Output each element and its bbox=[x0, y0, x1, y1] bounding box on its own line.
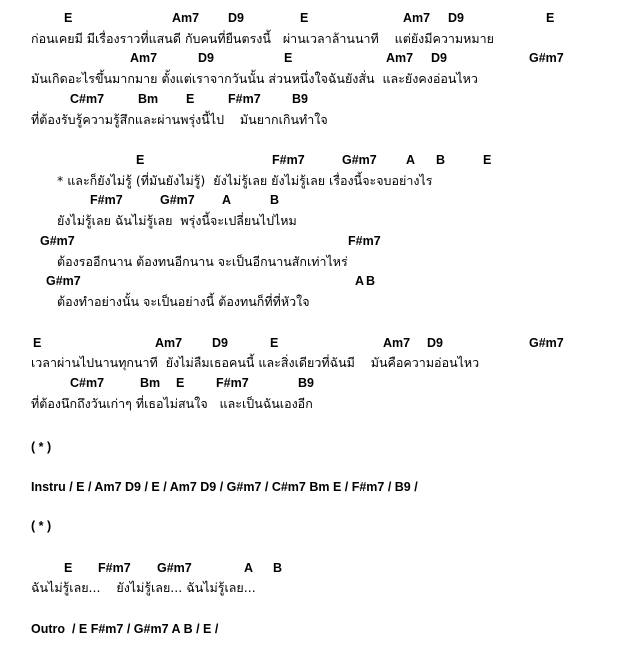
chord: Am7 bbox=[383, 336, 411, 350]
chord: Bm bbox=[140, 376, 161, 390]
chord: E bbox=[300, 11, 309, 25]
chorus-repeat-marker: ( * ) bbox=[31, 519, 52, 533]
chord: D9 bbox=[427, 336, 443, 350]
chord: B bbox=[273, 561, 283, 575]
chord: G#m7 bbox=[342, 153, 377, 167]
chord: F#m7 bbox=[216, 376, 249, 390]
chord: A bbox=[355, 274, 365, 288]
chord: Am7 bbox=[130, 51, 158, 65]
chord: B bbox=[366, 274, 376, 288]
lyric-line: ก่อนเคยมี มีเรื่องราวที่แสนดี กับคนที่ยืนตรงนี้ ผ่านเวลาล้านนาที แต่ยังมีความหมาย bbox=[31, 31, 494, 46]
chord-line bbox=[0, 377, 620, 391]
chord: D9 bbox=[431, 51, 447, 65]
chord: Bm bbox=[138, 92, 159, 106]
chord: E bbox=[64, 561, 73, 575]
chord-line bbox=[0, 275, 620, 289]
lyric-line: เวลาผ่านไปนานทุกนาที ยังไม่ลืมเธอคนนี้ และสิ่งเดียวที่ฉันมี มันคือความอ่อนไหว bbox=[31, 355, 480, 370]
chord: G#m7 bbox=[157, 561, 192, 575]
chord: E bbox=[483, 153, 492, 167]
chord-line bbox=[0, 93, 620, 107]
chord-line bbox=[0, 562, 620, 576]
chord-line bbox=[0, 337, 620, 351]
chord: C#m7 bbox=[70, 376, 105, 390]
chord: D9 bbox=[198, 51, 214, 65]
chord: B9 bbox=[292, 92, 308, 106]
chord: E bbox=[33, 336, 42, 350]
chord: E bbox=[64, 11, 73, 25]
chord: B bbox=[270, 193, 280, 207]
chord: E bbox=[284, 51, 293, 65]
outro-line: Outro / E F#m7 / G#m7 A B / E / bbox=[31, 622, 219, 636]
chorus-repeat-marker: ( * ) bbox=[31, 440, 52, 454]
lyric-line: ต้องทำอย่างนั้น จะเป็นอย่างนี้ ต้องทนก็ที่ที่หัวใจ bbox=[57, 294, 310, 309]
lyric-line: มันเกิดอะไรขึ้นมากมาย ตั้งแต่เราจากวันนั้น ส่วนหนึ่งใจฉันยังสั่น และยังคงอ่อนไหว bbox=[31, 71, 478, 86]
chord: Am7 bbox=[386, 51, 414, 65]
chord: D9 bbox=[212, 336, 228, 350]
chord: G#m7 bbox=[40, 234, 75, 248]
chord-line bbox=[0, 235, 620, 249]
chord: G#m7 bbox=[529, 336, 564, 350]
lyric-line: * และก็ยังไม่รู้ (ที่มันยังไม่รู้) ยังไม่รู้เลย ยังไม่รู้เลย เรื่องนี้จะจบอย่างไร bbox=[57, 173, 433, 188]
chord: B bbox=[436, 153, 446, 167]
chord: G#m7 bbox=[529, 51, 564, 65]
chord: G#m7 bbox=[46, 274, 81, 288]
chord: F#m7 bbox=[348, 234, 381, 248]
chord: F#m7 bbox=[272, 153, 305, 167]
chord-line bbox=[0, 12, 620, 26]
chord-line bbox=[0, 194, 620, 208]
lyric-line: ต้องรออีกนาน ต้องทนอีกนาน จะเป็นอีกนานสักเท่าไหร่ bbox=[57, 254, 348, 269]
chord: A bbox=[406, 153, 416, 167]
chord: F#m7 bbox=[90, 193, 123, 207]
chord: E bbox=[176, 376, 185, 390]
chord: F#m7 bbox=[228, 92, 261, 106]
instrumental-line: Instru / E / Am7 D9 / E / Am7 D9 / G#m7 / C#m7 Bm E / F#m7 / B9 / bbox=[31, 480, 418, 494]
chord: A bbox=[244, 561, 254, 575]
chord: G#m7 bbox=[160, 193, 195, 207]
lyric-line: ที่ต้องรับรู้ความรู้สึกและผ่านพรุ่งนี้ไป มันยากเกินทำใจ bbox=[31, 112, 328, 127]
chord: B9 bbox=[298, 376, 314, 390]
chord: C#m7 bbox=[70, 92, 105, 106]
chord-line bbox=[0, 154, 620, 168]
lyric-line: ที่ต้องนึกถึงวันเก่าๆ ที่เธอไม่สนใจ และเป็นฉันเองอีก bbox=[31, 396, 313, 411]
chord: E bbox=[186, 92, 195, 106]
chord: E bbox=[270, 336, 279, 350]
chord: A bbox=[222, 193, 232, 207]
chord: D9 bbox=[448, 11, 464, 25]
chord: F#m7 bbox=[98, 561, 131, 575]
chord: Am7 bbox=[155, 336, 183, 350]
lyric-line: ยังไม่รู้เลย ฉันไม่รู้เลย พรุ่งนี้จะเปลี่ยนไปไหม bbox=[57, 213, 297, 228]
chord: Am7 bbox=[403, 11, 431, 25]
chord: E bbox=[136, 153, 145, 167]
lyric-line: ฉันไม่รู้เลย... ยังไม่รู้เลย... ฉันไม่รู้เลย... bbox=[31, 580, 256, 595]
chord: Am7 bbox=[172, 11, 200, 25]
chord-line bbox=[0, 52, 620, 66]
chord: D9 bbox=[228, 11, 244, 25]
chord: E bbox=[546, 11, 555, 25]
